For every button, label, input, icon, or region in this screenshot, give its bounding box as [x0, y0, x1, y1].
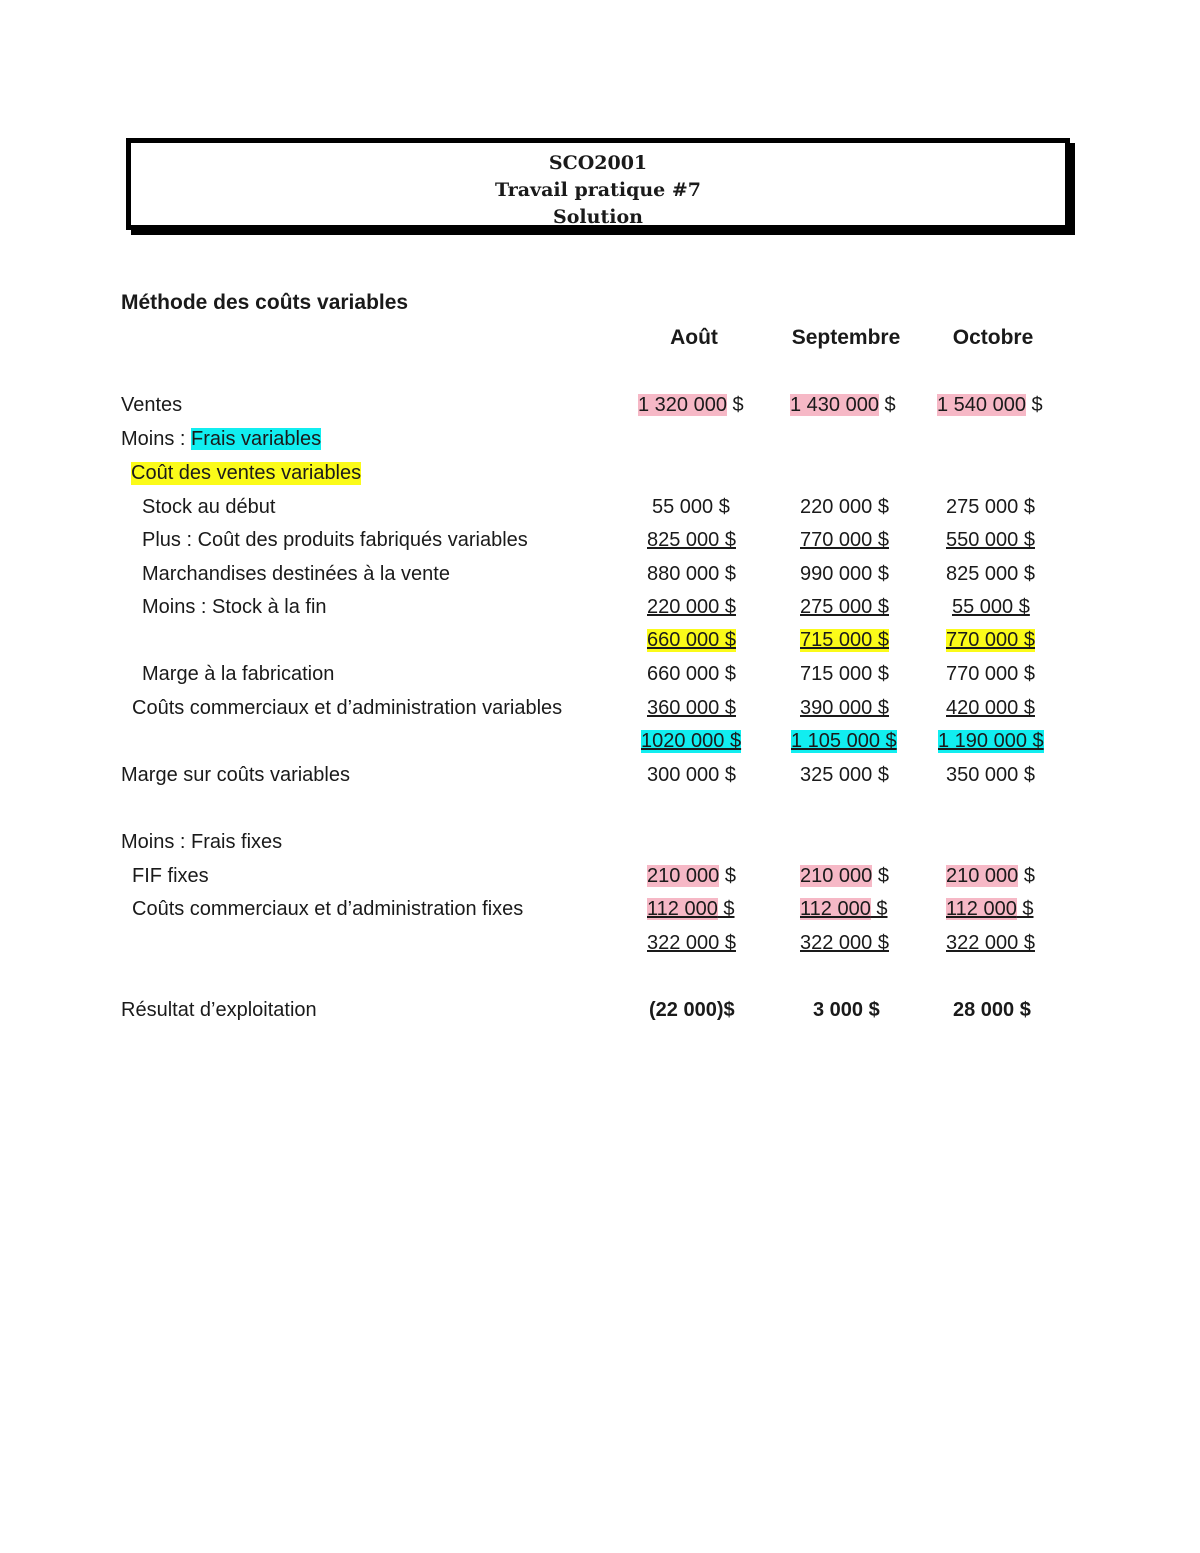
cell-aout: 360 000 $	[647, 697, 736, 719]
currency-suffix: $	[717, 898, 735, 920]
cell-septembre: 715 000 $	[800, 629, 889, 651]
row-ventes	[0, 394, 1200, 424]
cell-aout: 220 000 $	[647, 596, 736, 618]
row-moins-frais-fixes	[0, 831, 1200, 861]
row-total-variables	[0, 730, 1200, 760]
section-title: Méthode des coûts variables	[121, 291, 409, 314]
currency-suffix: $	[878, 394, 896, 416]
cell-septembre: 715 000 $	[800, 663, 889, 685]
cell-aout	[647, 898, 735, 921]
column-header-aout: Août	[670, 326, 718, 349]
cell-value: 1 430 000	[790, 394, 879, 416]
row-label: Résultat d’exploitation	[121, 999, 317, 1021]
row-label: Marge à la fabrication	[142, 663, 335, 685]
row-label: Coûts commerciaux et d’administration fixes	[132, 898, 524, 920]
cell-value: 1 320 000	[638, 394, 727, 416]
currency-suffix: $	[1016, 898, 1034, 920]
cell-septembre: 275 000 $	[800, 596, 889, 618]
cell-octobre: 55 000 $	[952, 596, 1030, 618]
cell-aout: 825 000 $	[647, 529, 736, 551]
currency-suffix: $	[1018, 865, 1035, 887]
cell-octobre	[937, 394, 1043, 417]
cell-octobre: 825 000 $	[946, 563, 1035, 585]
row-sous-total-ventes	[0, 629, 1200, 659]
currency-suffix: $	[870, 898, 888, 920]
row-label: Coûts commerciaux et d’administration variables	[132, 697, 563, 719]
cell-value: 112 000	[946, 898, 1017, 920]
cell-septembre: 220 000 $	[800, 496, 889, 518]
cell-octobre: 275 000 $	[946, 496, 1035, 518]
row-label: Stock au début	[142, 496, 276, 518]
cell-septembre: 1 105 000 $	[791, 730, 897, 752]
cell-octobre	[946, 865, 1035, 888]
row-marge-couts-variables	[0, 764, 1200, 794]
column-header-octobre: Octobre	[952, 326, 1034, 349]
title-box	[126, 138, 1070, 230]
row-marchandises	[0, 563, 1200, 593]
row-label: Moins : Stock à la fin	[142, 596, 327, 618]
row-label: Marchandises destinées à la vente	[142, 563, 450, 585]
row-label	[121, 428, 321, 451]
currency-suffix: $	[719, 865, 736, 887]
cell-aout: 660 000 $	[647, 663, 736, 685]
cell-value: 210 000	[647, 865, 720, 887]
cell-aout: 322 000 $	[647, 932, 736, 954]
row-label: Ventes	[121, 394, 183, 416]
cell-value: 112 000	[647, 898, 718, 920]
row-cout-ventes-variables	[0, 462, 1200, 492]
cell-aout	[638, 394, 744, 417]
cell-septembre	[800, 898, 888, 921]
cell-octobre: 28 000 $	[953, 999, 1031, 1021]
row-total-fixes	[0, 932, 1200, 962]
row-resultat-exploitation	[0, 999, 1200, 1029]
cell-septembre: 3 000 $	[813, 999, 880, 1021]
row-label: Moins : Frais fixes	[121, 831, 283, 853]
cell-septembre	[800, 865, 889, 888]
cell-aout: 1020 000 $	[641, 730, 742, 752]
cell-septembre: 990 000 $	[800, 563, 889, 585]
cell-value: 210 000	[946, 865, 1019, 887]
row-label: Coût des ventes variables	[131, 462, 362, 484]
cell-aout: (22 000)$	[649, 999, 735, 1021]
cell-value: 112 000	[800, 898, 871, 920]
cell-septembre: 770 000 $	[800, 529, 889, 551]
currency-suffix: $	[872, 865, 889, 887]
currency-suffix: $	[1025, 394, 1043, 416]
cell-octobre: 1 190 000 $	[938, 730, 1044, 752]
cell-octobre: 550 000 $	[946, 529, 1035, 551]
assignment-title: Travail pratique #7	[494, 179, 702, 201]
cell-value: 1 540 000	[937, 394, 1026, 416]
cell-octobre: 350 000 $	[946, 764, 1035, 786]
row-marge-fabrication	[0, 663, 1200, 693]
row-couts-commerciaux-fixes	[0, 898, 1200, 928]
row-label: Marge sur coûts variables	[121, 764, 350, 786]
row-moins-frais-variables	[0, 428, 1200, 458]
column-header-septembre: Septembre	[791, 326, 901, 349]
cell-value: 210 000	[800, 865, 873, 887]
row-plus-cout-produits	[0, 529, 1200, 559]
cell-octobre: 420 000 $	[946, 697, 1035, 719]
row-label: FIF fixes	[132, 865, 209, 887]
cell-septembre: 325 000 $	[800, 764, 889, 786]
cell-septembre	[790, 394, 896, 417]
cell-aout: 880 000 $	[647, 563, 736, 585]
label-highlight: Frais variables	[191, 428, 322, 450]
cell-octobre	[946, 898, 1034, 921]
cell-septembre: 390 000 $	[800, 697, 889, 719]
row-label: Plus : Coût des produits fabriqués variables	[142, 529, 528, 551]
cell-aout: 660 000 $	[647, 629, 736, 651]
label-prefix: Moins :	[121, 428, 192, 450]
cell-aout: 300 000 $	[647, 764, 736, 786]
row-fif-fixes	[0, 865, 1200, 895]
row-moins-stock-fin	[0, 596, 1200, 626]
row-stock-debut	[0, 496, 1200, 526]
cell-octobre: 770 000 $	[946, 663, 1035, 685]
row-couts-commerciaux-variables	[0, 697, 1200, 727]
course-code: SCO2001	[548, 152, 648, 174]
cell-septembre: 322 000 $	[800, 932, 889, 954]
cell-aout	[647, 865, 736, 888]
cell-octobre: 770 000 $	[946, 629, 1035, 651]
cell-aout: 55 000 $	[652, 496, 730, 518]
cell-octobre: 322 000 $	[946, 932, 1035, 954]
solution-label: Solution	[553, 206, 643, 228]
currency-suffix: $	[726, 394, 744, 416]
